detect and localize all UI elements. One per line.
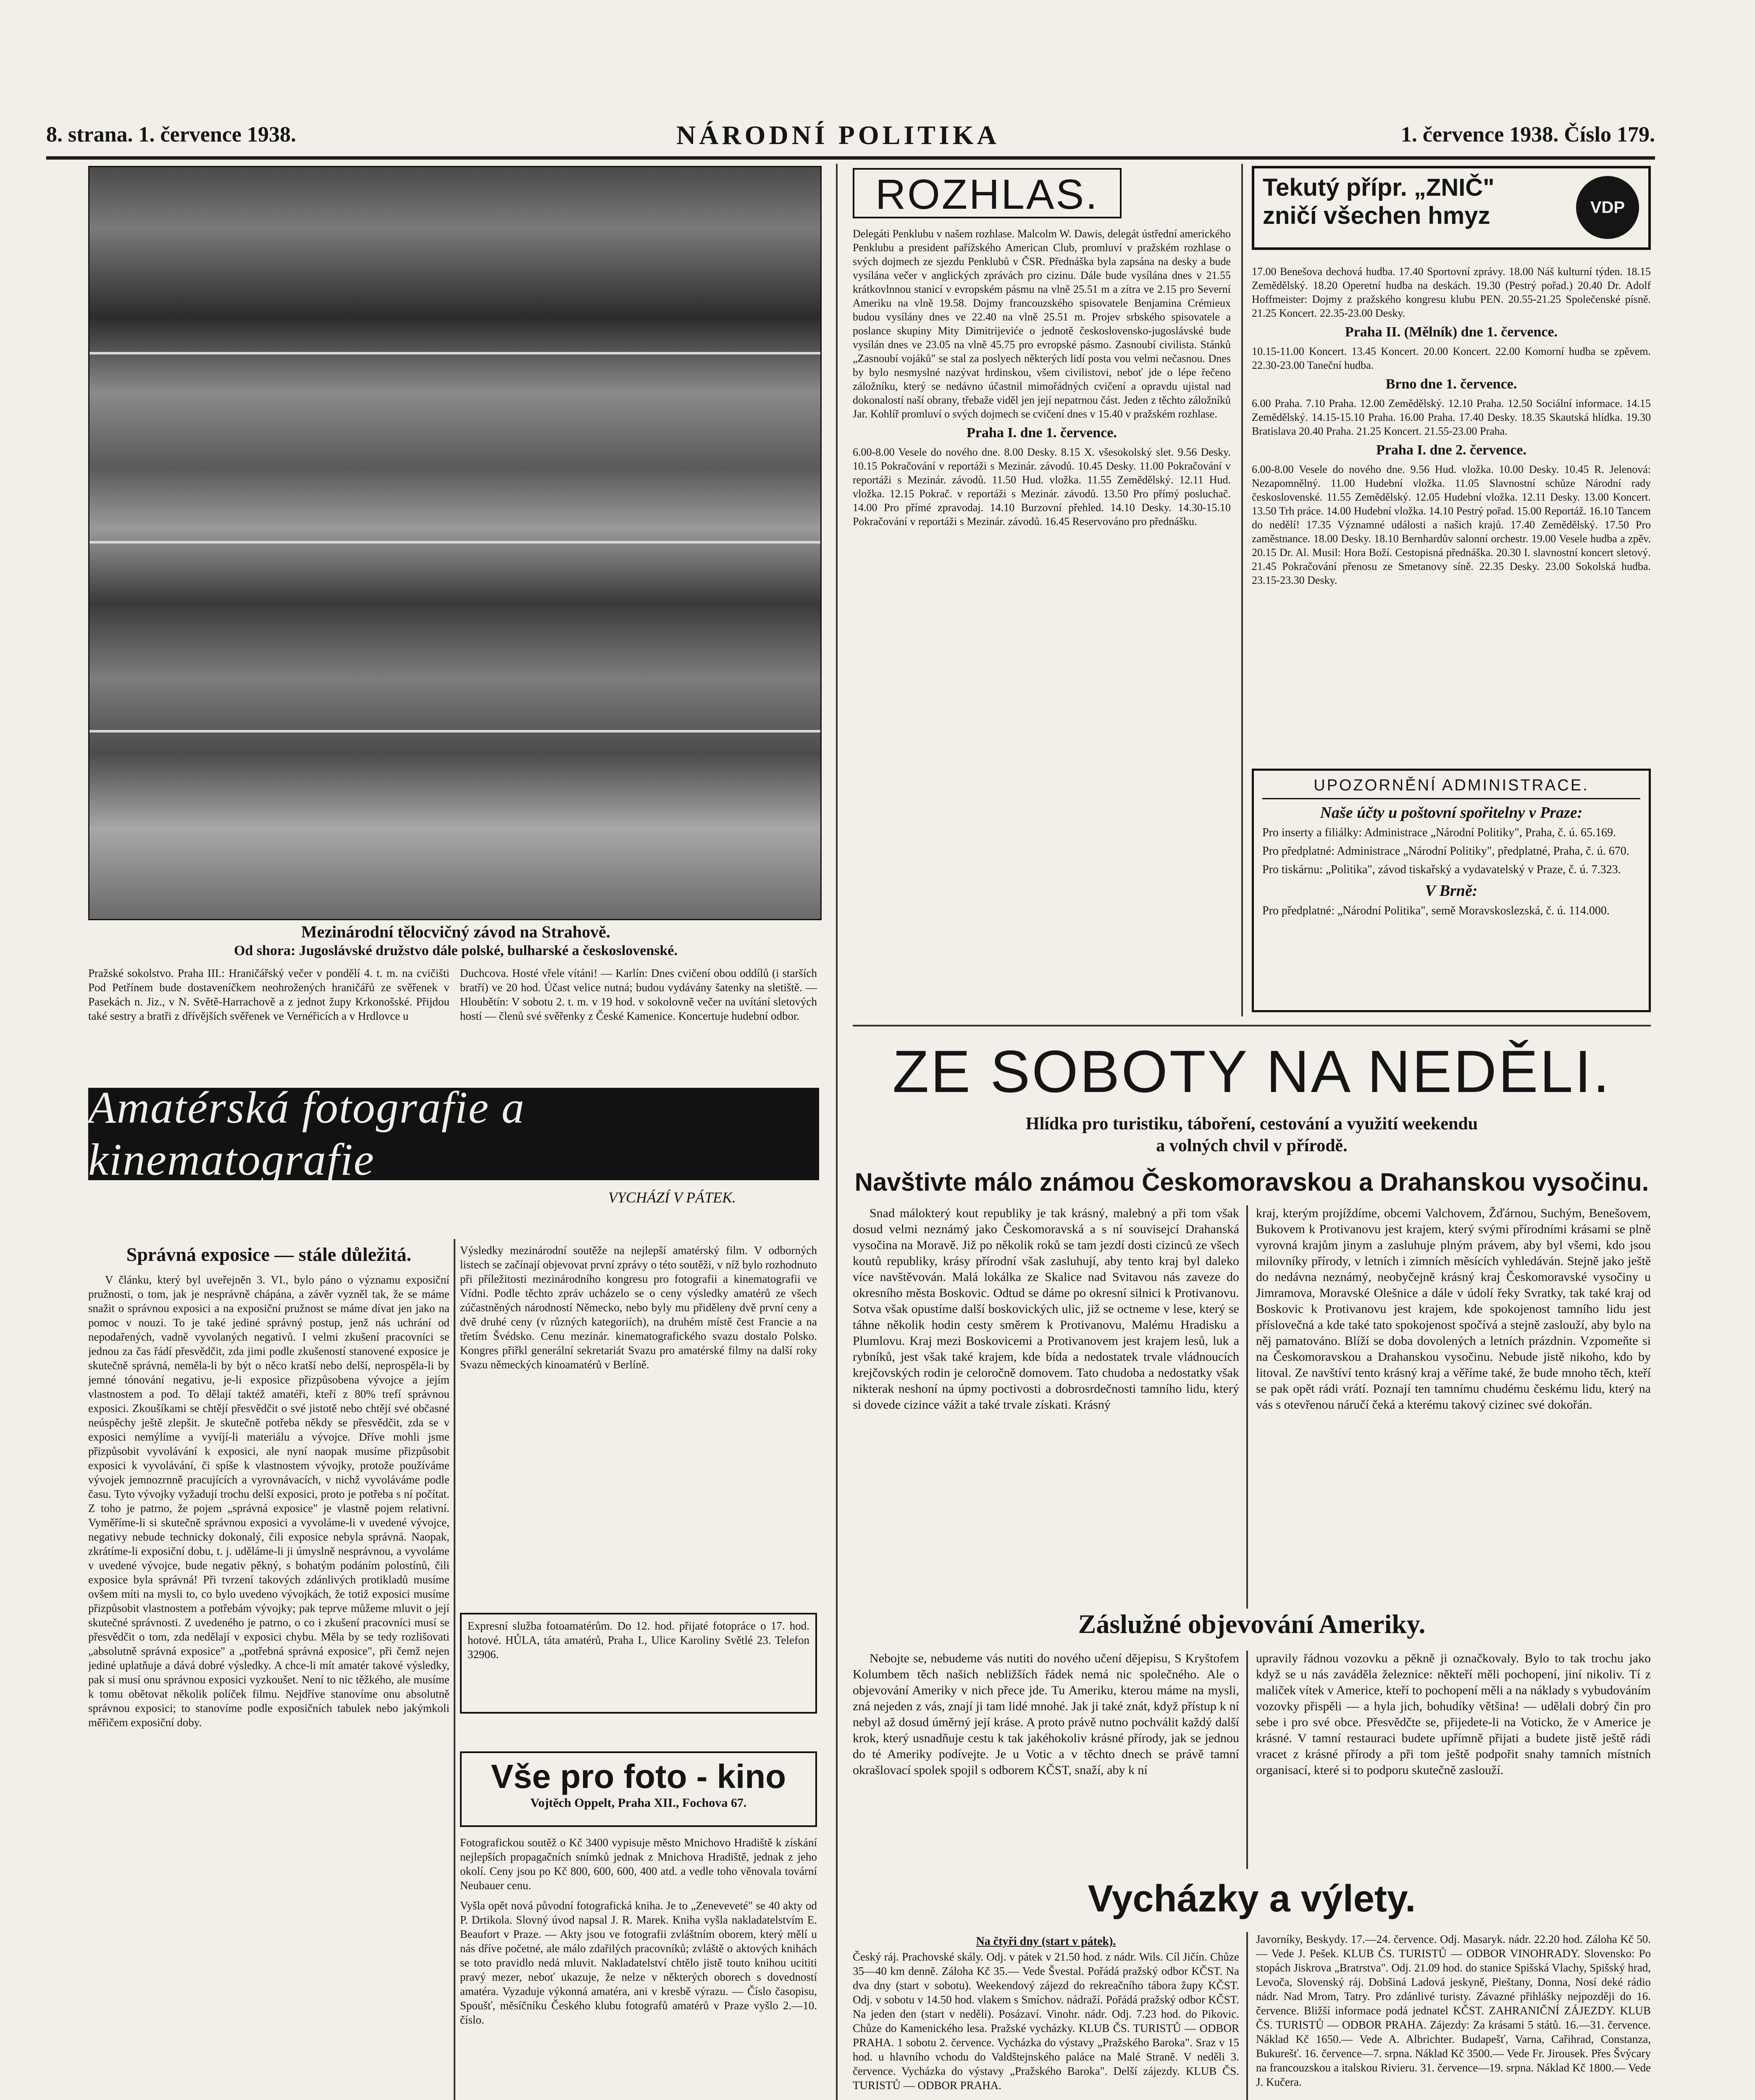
program-heading: Brno dne 1. července.	[1385, 376, 1517, 392]
notice-line: Pro předplatné: Administrace „Národní Politiky", předplatné, Praha, č. ú. 670.	[1262, 845, 1629, 858]
article-body: Javorníky, Beskydy. 17.—24. července. Odj. Masaryk. nádr. 22.20 hod. Záloha Kč 50.— Vede J. Pešek. KLUB ČS. TURISTŮ — ODBOR VINOHRADY. Slovensko: Po stopách Jiskrova „Bratrstva". Odj. 21.09 hod. do stanice Spišská Vlachy, Spišský hrad, Levoča, Slovenský ráj. Dobšiná Ladová jeskyně, Pieštany, Donna, Nosí deké rádio nádr. Nad Mrom, Tatry. Pro zdánlivé turisty. Závazné přihlášky nejpozději do 16. července. Bližší informace podá jednatel KČST. ZAHRANIČNÍ ZÁJEZDY. KLUB ČS. TURISTŮ — ODBOR PRAHA. Zájezdy: Za krásami 5 států. 16.—31. července. Náklad Kč 1650.— Vede A. Albrichter. Budapešť, Varna, Cařihrad, Constanza, Bukurešť. 16. července—7. srpna. Náklad Kč 3500.— Vede Fr. Jirousek. Přes Švýcary na francouzskou a italskou Rivieru. 31. července—19. srpna. Náklad Kč 1800.— Vede J. Kučera.	[1256, 1933, 1651, 2088]
article-title: Navštivte málo známou Českomoravskou a Drahanskou vysočinu.	[854, 1168, 1649, 1196]
program-listing: 6.00 Praha. 7.10 Praha. 12.00 Zemědělský. 12.10 Praha. 12.50 Sociální informace. 14.15 Zemědělský. 14.15-15.10 Praha. 16.00 Praha. 17.40 Desky. 18.35 Skautská hlídka. 19.30 Bratislava 20.40 Praha. 21.25 Koncert. 21.55-23.00 Praha.	[1252, 397, 1651, 437]
column-divider	[836, 164, 838, 2100]
radio-section-title: ROZHLAS.	[853, 168, 1122, 218]
issue-date-number: 1. července 1938. Číslo 179.	[1400, 123, 1655, 147]
advertisement-hula: Expresní služba fotoamatérům. Do 12. hod. přijaté fotopráce o 17. hod. hotové. HŮLA, táta amatérů, Praha I., Ulice Karoliny Světlé 23. Telefon 32906.	[460, 1613, 817, 1714]
photo-caption-title: Mezinárodní tělocvičný závod na Strahově.	[301, 922, 610, 941]
ad-line: Tekutý přípr. „ZNIČ"	[1263, 174, 1495, 201]
article-body: kraj, kterým projíždíme, obcemi Valchovem, Žďárnou, Suchým, Benešovem, Bukovem k Protivanovu jest krajem, který svými přírodními krásami se plně vyrovná krajům jinym a zasluhuje plným právem, aby byl všemi, kdo jsou milovníky přírody, v letních i zimních měsících vyhledáván. Stejně jako ještě do nedávna neznámý, neobyčejně krásný kraj Českomoravské vysočiny u Jimramova, Moravské Olešnice a dále v údolí řeky Svratky, tak také kraj od Boskovic k Protivanovu jest krajem, kde spokojenost tamního lidu jest příslovečná a kde také tato spokojenost spočívá a stejně zaslouží, aby bylo na něj pamatováno. Blíží se doba dovolených a letních prázdnin. Vzpomeňte si na Českomoravskou a Drahanskou vysočinu. Nebude jistě nikoho, kdo by litoval. Ze navštíví tento krásný kraj a věříme také, že bude mnoho těch, kteří se pak opět rádi vrátí. Poznají ten tamnímu chudému českému lidu, který na vás s otevřenou náručí čeká a kterému takový cizinec své dokořán.	[1256, 1206, 1651, 1412]
radio-section-body	[853, 227, 1231, 853]
sokol-news-column: Pražské sokolstvo. Praha III.: Hraničářský večer v pondělí 4. t. m. na cvičišti Pod Petřínem bude dostaveníčkem neohrožených hraničářů ze svěřenek v Pasekách n. Jiz., v N. Světě-Harrachově a z jednot župy Krkonošské. Přijdou také sestry a bratři z dřívějších svěřenek ve Vernéřicích a v Hrdlovce u	[88, 967, 449, 1022]
article-title: Správná exposice — stále důležitá.	[126, 1244, 412, 1265]
trip-heading: Na čtyři dny (start v pátek).	[976, 1935, 1116, 1948]
article-paragraph: Vyšla opět nová původní fotografická kniha. Je to „Zeneveveté" se 40 akty od P. Drtikola. Slovný úvod napsal J. R. Marek. Kniha vyšla nakladatelstvím E. Beaufort v Praze. — Akty jsou ve fotografii zvláštním oborem, který mělí u nás dříve početné, ale málo zdařilých pracovníků; zvláště o aktových knihách se toto pravidlo nedá mluvit. Nakladatelství chtělo jistě touto knihou ucititi pravý mezer, neboť ukazuje, že nelze v některých oborech s dovedností amatéra. Vyzaduje výkonná amatéra, ani v kresbě výrazu. — Číslo časopisu, Spoušť, měsíčníku Českého klubu fotografů amatérů v Praze vyšlo 2.—10. číslo.	[460, 1899, 817, 2026]
brand-logo: VDP	[1576, 176, 1639, 239]
program-heading: Praha II. (Mělník) dne 1. července.	[1345, 324, 1558, 340]
page-header	[46, 120, 1655, 158]
notice-line: Pro tiskárnu: „Politika", závod tiskařský a vydavatelský v Praze, č. ú. 7.323.	[1262, 863, 1621, 876]
article-body: Výsledky mezinárodní soutěže na nejlepší amatérský film. V odborných listech se začínají objevovat první zprávy o této soutěži, v níž bylo rozhodnuto při příležitosti mezinárodního kongresu pro fotografii a kinematografii ve Vídni. Podle těchto zpráv ucházelo se o ceny výsledky amatérů ze všech zúčastněných národností Německo, nebo byly mu přiděleny dvě první ceny a dvě druhé ceny (v různých kategoriích), na druhém místě čest Francie a na třetím Švédsko. Cenu mezinár. kinematografického svazu dostalo Polsko. Kongres přiřkl generální sekretariát Svazu pro amatérské filmy na další roky Svazu německých kinoamatérů v Berlíně.	[460, 1244, 817, 1371]
article-body: Nebojte se, nebudeme vás nutiti do nového učení dějepisu, S Kryštofem Kolumbem těch našich nebližších řádek nemá nic společného. Ale o objevování Ameriky v nich přece jde. Tu Ameriku, kterou máme na mysli, zná nejeden z vás, znají ji tam lidé mnohé. Jak ji také znát, když přístup k ní nebyl až dosud úměrný její kráse. A proto právě nutno pochválit každý další krok, který usnadňuje cestu k tak jakéhokoliv krásné přírody, jak se jednou do té Ameriky podívejte. Je u Votic a v těchto dnech se právě tamní okrašlovací spolek spojil s odborem KČST, snaží, aby k ní	[853, 1651, 1239, 1777]
section-rule	[853, 1025, 1651, 1026]
program-heading: Praha I. dne 2. července.	[1376, 442, 1526, 458]
advertisement-znic	[1252, 166, 1651, 250]
header-rule	[46, 156, 1655, 160]
article-title: Záslužné objevování Ameriky.	[1078, 1609, 1426, 1639]
gymnastics-team-photo	[88, 166, 822, 920]
subtitle-line: Hlídka pro turistiku, táboření, cestování a využití weekendu	[1025, 1114, 1478, 1134]
program-listing: 6.00-8.00 Vesele do nového dne. 9.56 Hud. vložka. 10.00 Desky. 10.45 R. Jelenová: Nezapomnělný. 11.00 Hudební vložka. 11.05 Slavnostní schůze Národní rady československé. 11.55 Zemědělský. 12.05 Hudební vložka. 12.11 Desky. 13.00 Koncert. 13.50 Trh práce. 14.00 Hudební vložka. 14.10 Pestrý pořad. 15.00 Reportáž. 16.10 Tancem do nedělí! 17.35 Významné události a našich krajů. 17.40 Zemědělský. 17.50 Pro zaměstnance. 18.00 Desky. 18.10 Bernhardův salonní orchestr. 19.00 Vesele hudba a zpěv. 20.15 Dr. Al. Musil: Hora Boží. Cestopisná přednáška. 20.30 I. slavnostní koncert sletový. 21.45 Pokračování přenosu ze Smetanovy síně. 22.35 Desky. 23.00 Sokolská hudba. 23.15-23.30 Desky.	[1252, 463, 1651, 586]
photography-section-banner: Amatérská fotografie a kinematografie	[88, 1088, 819, 1180]
radio-intro: Delegáti Penklubu v našem rozhlase. Malcolm W. Dawis, delegát ústřední amerického Penklubu a president pařížského American Club, promluví v pražském rozhlase o svých dojmech ze sjezdu Penklubů v ČSR. Přednáška byla zapsána na desky a bude vysílána večer v anglických zprávách pro cizinu. Dále bude vysílána dnes v 21.55 krátkovlnnou stanicí v evropském pásmu na vlně 25.51 m a zítra ve 2.15 pro Severní Ameriku na vlně 19.58. Dojmy francouzského spisovatele Benjamina Crémieux budou vysílány dnes ve 22.40 na vlně 25.51 m. Projev srbského spisovatele a poslance skupiny Mity Dimitrijeviće o jednotě československo-jugoslávské bude vysílán dnes ve 23.05 na vlně 45.75 pro evropské pásmo. Zasnoubí civilista. Stánků „Zasnoubí vojáků" se stal za poslyech některých lidí posta vou velmi nečasnou. Dnes by bylo nesmyslné nazývat hrdinskou, všem civilistovi, neboť jde o lépe řečeno záložníku, který se nedávno účastnil mimořádných cvičení a opravdu ujistal nad dokonalostí naší obrany, třebaže viděl jen její nepatrnou část. Jeden z těchto záložníků Jar. Kohlíř promluví o svých dojmech se cvičení dnes v 15.40 v pražském rozhlase.	[853, 228, 1231, 420]
notice-subheading: Naše účty u poštovní spořitelny v Praze:	[1320, 804, 1583, 822]
notice-line: Pro inserty a filiálky: Administrace „Národní Politiky", Praha, č. ú. 65.169.	[1262, 826, 1616, 839]
column-divider	[1241, 164, 1243, 1016]
ad-address: Vojtěch Oppelt, Praha XII., Fochova 67.	[530, 1796, 747, 1810]
notice-line: Pro předplatné: „Národní Politika", semě Moravskoslezská, č. ú. 114.000.	[1262, 904, 1610, 917]
radio-program-column	[1252, 265, 1651, 764]
sokol-news-column: Duchcova. Hosté vřele vítáni! — Karlín: Dnes cvičení obou oddílů (i starších bratří) ve 20 hod. Účast velice nutná; budou vydávány šatenky na sletiště. — Hloubětín: V sobotu 2. t. m. v 19 hod. v sokolovně večer na uvítání sletových hostí — členů své svěřenky z České Kamenice. Koncertuje hudební odbor.	[460, 967, 817, 1022]
administration-notice	[1252, 769, 1651, 1012]
column-divider	[1246, 1651, 1248, 1869]
advertisement-foto-kino	[460, 1751, 817, 1827]
program-heading: Praha I. dne 1. července.	[967, 425, 1117, 441]
page-number: 8. strana. 1. července 1938.	[46, 123, 296, 147]
article-body	[460, 1835, 817, 2100]
notice-heading: UPOZORNĚNÍ ADMINISTRACE.	[1262, 777, 1640, 799]
ad-line: zničí všechen hmyz	[1263, 202, 1490, 229]
program-listing: 17.00 Benešova dechová hudba. 17.40 Sportovní zprávy. 18.00 Náš kulturní týden. 18.15 Zemědělský. 18.20 Operetní hudba na deskách. 19.30 (Pestrý pořad.) 20.40 Dr. Adolf Hoffmeister: Dojmy z pražského kongresu klubu PEN. 20.55-21.25 Společenské písně. 21.25 Koncert. 22.35-23.00 Desky.	[1252, 265, 1651, 319]
article-paragraph: Fotografickou soutěž o Kč 3400 vypisuje město Mnichovo Hradiště k získání nejlepších propagačních snímků jednak z Mnichova Hradiště, jednak z jeho okolí. Ceny jsou po Kč 800, 600, 600, 400 atd. a vedle toho věnovala tovární Neubauer cenu.	[460, 1836, 817, 1892]
trip-listing: Český ráj. Prachovské skály. Odj. v pátek v 21.50 hod. z nádr. Wils. Cíl Jičín. Chůze 35—40 km denně. Záloha Kč 35.— Vede Švestal. Pořádá pražský odbor KČST. Na dva dny (start v sobotu). Weekendový zájezd do rekreačního tábora župy KČST. Odj. v sobotu v 14.50 hod. vlakem s Smíchov. nádraží. Pořádá pražský odbor KČST. Na jeden den (start v neděli). Posázaví. Vinohr. nádr. Odj. 7.23 hod. do Pikovic. Chůze do Kamenického lesa. Pražské vycházky. KLUB ČS. TURISTŮ — ODBOR PRAHA. 1 sobotu 2. července. Vycházka do výstavy „Pražského Baroka". Sraz v 15 hod. u hlavního vchodu do Valdštejnského paláce na Malé Straně. V neděli 3. července. Vycházka do výstavy „Pražského Baroka". Delší zájezdy. KLUB ČS. TURISTŮ — ODBOR PRAHA.	[853, 1950, 1239, 2092]
column-divider	[454, 1239, 455, 2100]
column-divider	[1246, 1932, 1248, 2100]
article-body	[853, 1932, 1239, 2100]
article-body: V článku, který byl uveřejněn 3. VI., bylo páno o významu exposiční pružnosti, o tom, jak je nesprávně chápána, a závěr vyzněl tak, že se máme snažit o správnou exposici a na exposiční pružnost se máme dívat jen jako na pomoc v nouzi. To je také jediné správný postup, jenž nás uchrání od nepodařených, vadně vyvolaných negativů. I velmi zkušení pracovníci se jednou za čas řádí přesvědčit, zda jimi podle zkušeností stanovené exposice je skutečně správná, neměla-li by být o něco kratší nebo delší, neprospěla-li by jemné tónování negativu, je-li exposice přizpůsobena vývojce a jejím vlastnostem a pod. To dělají taktéž amatéři, kteří z 80% trefí správnou exposici. Zkoušíkami se chtějí přesvědčit o své jistotě nebo chtějí své občasné neúspěchy ještě zlepšit. Je skutečně potřeba někdy se přesvědčit, zda se v exposici nemýlíme a vyvíjí-li materiálu a vývojce. Dříve mohli jsme přizpůsobit vyvolávání k exposici, ale nyní naopak musíme přizpůsobit exposici k vyvolávání, či spíše k vlastnostem vývojky, protože používáme vývojek jemnozrnně pracujících a vyrovnávacích, v nichž vyvoláváme podle času. Tyto vývojky vyžadují trochu delší exposici, proto je potřeba s ní počítat. Z toho je patrno, že pojem „správná exposice" je vlastně pojem relativní. Vyměříme-li si skutečně správnou exposici a vyvoláme-li v uvedené vývojce, negativy nebude technicky dokonalý, čili exposice nebyla správná. Naopak, zkrátíme-li exposiční dobu, t. j. uděláme-li ji úmyslně nesprávnou, a vyvoláme v uvedené vývojce, bude negativ pěkný, s bohatým podáním polostínů, čili exposice byla správná! Při tvrzení takových zdánlivých protikladů musíme ovšem míti na mysli to, co bylo uvedeno vývojkách, že totiž exposici musíme přizpůsobit vlastnostem a potřebám vývojky; pak teprve můžeme mluvit o její skutečné správnosti. Z uvedeného je patrno, o co i zkušení pracovníci musí se přesvědčit o tom, zda nedělají v exposici chybu. Měla by se tedy rozlišovati „absolutně správná exposice" a „potřebná správná exposice", při čemž nejen jediné uplatňuje a dává dobré výsledky. A chce-li mít amatér takové výsledky, pak si musí onu správnou exposici vyzkoušet. Není to nic těžkého, ale musíme k tomu obětovat několik políček filmu. Nejdříve stanovíme onu absolutně správnou exposici; to stanovíme podle exposičních tabulek nebo jakýmkoli měřičem exposiční doby.	[88, 1273, 449, 1729]
article-body: upravily řádnou vozovku a pěkně ji označkovaly. Bylo to tak trochu jako když se u nás zaváděla železnice: někteří měli pochopení, jiní nikoliv. Tí z maliček vítek v Americe, kteří to pochopení měli a na náklady s vybudováním vozovky přispěli — a hyla jich, bohudíky většina! — udělali dobrý čin pro sebe i pro své obce. Přesvědčte se, přijedete-li na Voticko, že v Americe je krásné. V tamní restauraci budete upřímně přijati a budete jistě ještě rádi vracet z krásné přírody a při tom ještě podpořit snahy tamních místních organisací, které si to podporu skutečně zaslouží.	[1256, 1651, 1651, 1777]
subtitle-line: a volných chvil v přírodě.	[1156, 1136, 1348, 1155]
article-title: Vycházky a výlety.	[1088, 1878, 1416, 1920]
ad-headline: Vše pro foto - kino	[491, 1758, 786, 1795]
photo-caption-subtitle: Od shora: Jugoslávské družstvo dále polské, bulharské a československé.	[234, 943, 678, 958]
notice-city: V Brně:	[1425, 882, 1478, 900]
section-schedule-note: VYCHÁZÍ V PÁTEK.	[608, 1189, 736, 1206]
program-listing: 10.15-11.00 Koncert. 13.45 Koncert. 20.00 Koncert. 22.00 Komorní hudba se zpěvem. 22.30-23.00 Taneční hudba.	[1252, 345, 1651, 371]
weekend-section-title: ZE SOBOTY NA NEDĚLI.	[892, 1038, 1611, 1105]
program-listing: 6.00-8.00 Vesele do nového dne. 8.00 Desky. 8.15 X. všesokolský slet. 9.56 Desky. 10.15 Pokračování v reportáži s Mezinár. závodů. 10.45 Desky. 11.00 Pokračování v reportáži s Mezinár. závodů. 11.50 Hud. vložka. 11.55 Zemědělský. 12.11 Hud. vložka. 12.15 Pokrač. v reportáži s Mezinár. závodů. 13.50 Pro přímý posluchač. 14.00 Pro přímé zpravodaj. 14.10 Burzovní přehled. 14.10 Desky. 14.30-15.10 Pokračování v reportáži s Mezinár. závodů. 16.45 Reservováno pro přednášku.	[853, 446, 1231, 528]
weekend-section-subtitle	[853, 1113, 1651, 1157]
article-body: Snad málokterý kout republiky je tak krásný, malebný a při tom však dosud velmi neznámý jako Českomoravská a s ní souvisejcí Drahanská vysočina na Moravě. Již po několik roků se tam jezdí dosti cizinců ze všech koutů republiky, krásy přírodní však zasluhují, aby tento kraj byl daleko více navštěvován. Malá lokálka ze Skalice nad Svitavou nás zaveze do okresního města Boskovic. Odtud se dáme po okresní silnici k Protivanovu. Sotva však opustíme další boskovických ulic, již se octneme v lese, který se táhne několik hodin cesty směrem k Protivanovu, Malému Hradisku a Plumlovu. Kraj mezi Boskovicemi a Protivanovem jest krajem lesů, luk a rybníků, jest však také krajem, kde bída a nedostatek trvale vládnoucích krejčovských rodin je celoročně domovem. Tato chudoba a nedostatky však nikterak neshoní na úpmy poctivosti a dobrosrdečnosti tamního lidu, který si dovede cizince vážit a také trvale získati. Krásný	[853, 1206, 1239, 1412]
column-divider	[1246, 1205, 1248, 1609]
masthead-title: NÁRODNÍ POLITIKA	[676, 120, 1000, 150]
